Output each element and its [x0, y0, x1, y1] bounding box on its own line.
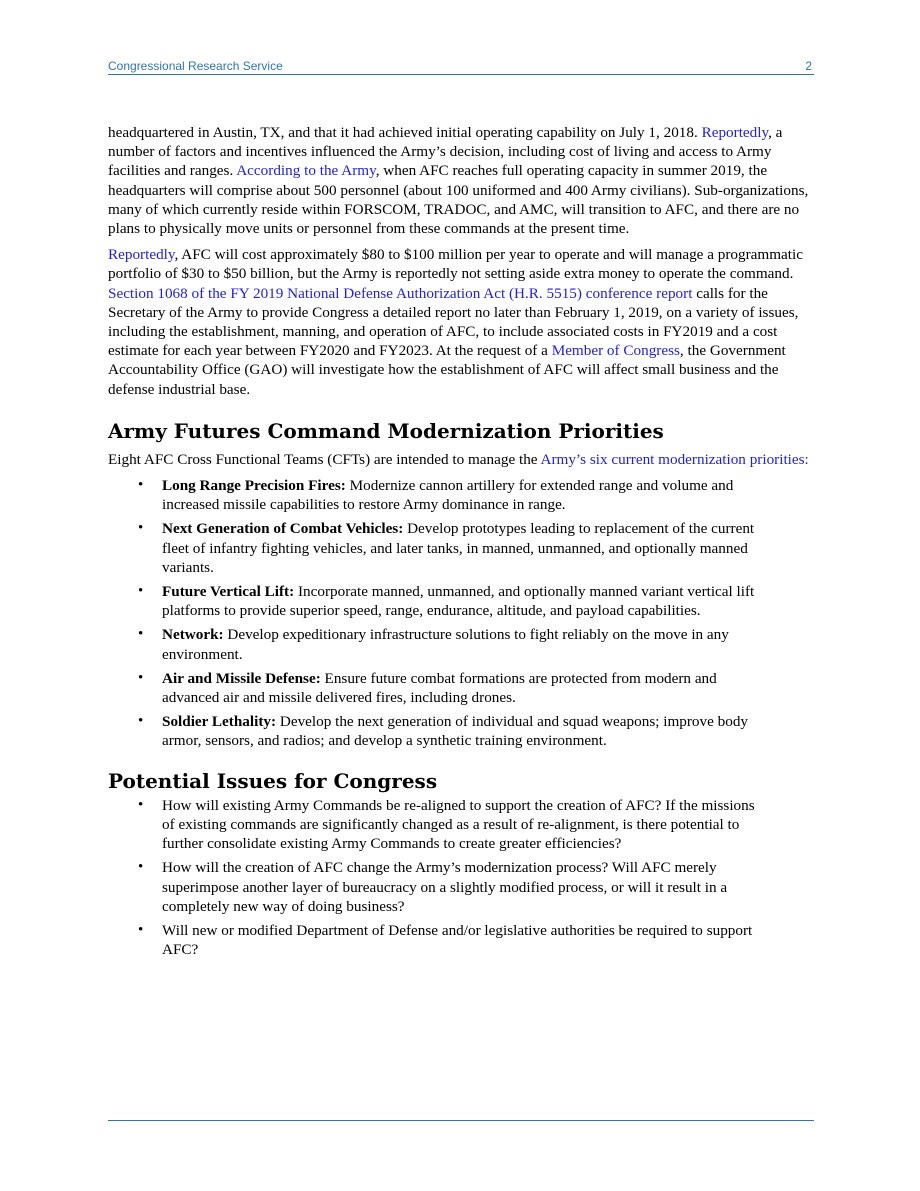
list-item — [108, 858, 758, 916]
document-body — [108, 123, 814, 964]
section-heading-issues: Potential Issues for Congress — [108, 768, 438, 793]
text: , AFC will cost approximately $80 to $100 million per year to operate and will manage a programmatic portfolio of $30 to $50 billion, but the Army is reportedly not setting aside extra money to operate the command. — [108, 246, 803, 283]
bullet-icon: • — [138, 796, 144, 813]
item-title: Next Generation of Combat Vehicles: — [162, 520, 404, 538]
bullet-icon: • — [138, 859, 144, 876]
list-item — [108, 712, 758, 750]
item-title: Air and Missile Defense: — [162, 669, 321, 687]
text: headquartered in Austin, TX, and that it had achieved initial operating capability on July 1, 2018. — [108, 124, 702, 141]
issues-list — [108, 796, 814, 960]
item-title: Network: — [162, 626, 224, 644]
item-text: Develop expeditionary infrastructure solutions to fight reliably on the move in any environment. — [162, 626, 729, 663]
item-text: Develop the next generation of individual and squad weapons; improve body armor, sensors, and radios; and develop a synthetic training environment. — [162, 713, 749, 750]
section-heading-modernization: Army Futures Command Modernization Priorities — [108, 418, 664, 443]
text: calls for the Secretary of the Army to provide Congress a detailed report no later than February 1, 2019, on a variety of issues, including the establishment, manning, and operation of AFC, to include associated costs in FY2019 and a cost estimate for each year between FY2020 and FY2023. At the request of a — [108, 284, 799, 360]
link-reportedly-1[interactable]: Reportedly — [701, 124, 769, 141]
section-intro — [108, 450, 814, 469]
item-text: Incorporate manned, unmanned, and optionally manned variant vertical lift platforms to provide superior speed, range, endurance, altitude, and payload capabilities. — [162, 583, 755, 620]
item-text: Develop prototypes leading to replacement of the current fleet of infantry fighting vehicles, and later tanks, in manned, unmanned, and optionally manned variants. — [162, 520, 755, 576]
item-text: How will existing Army Commands be re-aligned to support the creation of AFC? If the missions of existing commands are significantly changed as a result of re-alignment, is there potential to further consolidate existing Army Commands to create greater efficiencies? — [162, 796, 755, 853]
link-ndaa-section-1068[interactable]: Section 1068 of the FY 2019 National Defense Authorization Act (H.R. 5515) conference report — [108, 284, 693, 302]
link-according-to-army[interactable]: According to the Army — [236, 162, 376, 180]
list-item — [108, 582, 758, 620]
link-reportedly-2[interactable]: Reportedly — [108, 246, 175, 264]
list-item — [108, 796, 758, 854]
text: , a number of factors and incentives influenced the Army’s decision, including cost of living and access to Army facilities and ranges. — [108, 124, 783, 180]
item-title: Long Range Precision Fires: — [162, 477, 346, 495]
list-item — [108, 519, 758, 577]
item-title: Future Vertical Lift: — [162, 583, 295, 601]
bullet-icon: • — [138, 669, 144, 686]
list-item — [108, 625, 758, 663]
item-title: Soldier Lethality: — [162, 713, 277, 731]
bullet-icon: • — [138, 626, 144, 643]
footer-rule — [108, 1120, 814, 1121]
text: , the Government Accountability Office (GAO) will investigate how the establishment of AFC will affect small business and the defense industrial base. — [108, 342, 786, 398]
header-org: Congressional Research Service — [108, 59, 283, 73]
bullet-icon: • — [138, 520, 144, 537]
list-item — [108, 476, 758, 514]
bullet-icon: • — [138, 921, 144, 938]
link-modernization-priorities[interactable]: Army’s six current modernization priorities: — [540, 450, 809, 468]
item-text: Modernize cannon artillery for extended range and volume and increased missile capabilities to restore Army dominance in range. — [162, 477, 734, 514]
paragraph-2 — [108, 245, 814, 399]
item-text: Ensure future combat formations are protected from modern and advanced air and missile delivered fires, including drones. — [162, 669, 717, 707]
text: Eight AFC Cross Functional Teams (CFTs) are intended to manage the — [108, 450, 541, 468]
item-text: Will new or modified Department of Defense and/or legislative authorities be required to support AFC? — [162, 921, 753, 959]
page-header — [108, 58, 814, 75]
list-item — [108, 921, 758, 959]
priorities-list — [108, 476, 814, 751]
link-member-of-congress[interactable]: Member of Congress — [551, 342, 680, 360]
list-item — [108, 669, 758, 707]
paragraph-1 — [108, 123, 814, 238]
bullet-icon: • — [138, 477, 144, 494]
item-text: How will the creation of AFC change the Army’s modernization process? Will AFC merely superimpose another layer of bureaucracy on a slightly modified process, or will it result in a completely new way of doing business? — [162, 859, 728, 915]
bullet-icon: • — [138, 713, 144, 730]
bullet-icon: • — [138, 583, 144, 600]
page-number: 2 — [805, 59, 812, 73]
text: , when AFC reaches full operating capacity in summer 2019, the headquarters will comprise about 500 personnel (about 100 uniformed and 400 Army civilians). Sub-organizations, many of which currently reside within FORSCOM, TRADOC, and AMC, will transition to AFC, and there are no plans to physically move units or personnel from these commands at the present time. — [108, 162, 809, 238]
